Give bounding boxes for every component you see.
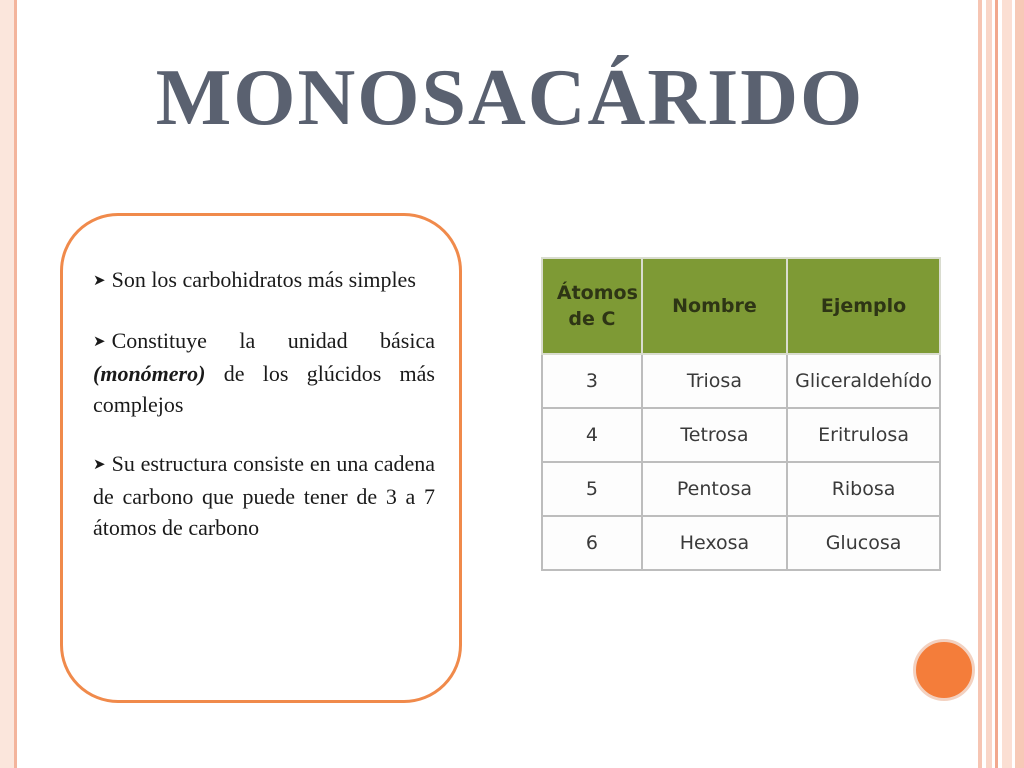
left-decorative-stripe bbox=[0, 0, 17, 768]
arrow-right-icon: ➤ bbox=[93, 273, 106, 289]
right-decorative-stripes bbox=[978, 0, 1024, 768]
bullet-emphasis: (monómero) bbox=[93, 361, 206, 386]
table-cell: Pentosa bbox=[642, 462, 787, 516]
table-row bbox=[542, 408, 940, 462]
stripe bbox=[1015, 0, 1024, 768]
table-cell: Hexosa bbox=[642, 516, 787, 570]
table-cell: 4 bbox=[542, 408, 642, 462]
slide-title: MONOSACÁRIDO bbox=[155, 54, 865, 142]
orange-circle-decoration bbox=[913, 639, 975, 701]
table-row bbox=[542, 516, 940, 570]
bullet-item bbox=[93, 325, 435, 420]
monosaccharide-table bbox=[541, 257, 941, 571]
bullet-text: Constituye la unidad básica bbox=[111, 328, 435, 353]
bullet-box bbox=[60, 213, 462, 703]
bullet-text: Son los carbohidratos más simples bbox=[111, 267, 416, 292]
table-cell: Ribosa bbox=[787, 462, 940, 516]
bullet-list bbox=[93, 264, 435, 571]
monosaccharide-table-wrap bbox=[541, 257, 941, 571]
stripe bbox=[995, 0, 998, 768]
bullet-item bbox=[93, 448, 435, 543]
arrow-right-icon: ➤ bbox=[93, 457, 106, 473]
table-row bbox=[542, 462, 940, 516]
header-label: Átomos de C bbox=[556, 282, 638, 330]
table-row bbox=[542, 354, 940, 408]
table-cell: 5 bbox=[542, 462, 642, 516]
table-header-row bbox=[542, 258, 940, 354]
table-cell: Tetrosa bbox=[642, 408, 787, 462]
header-atomos bbox=[542, 258, 642, 354]
stripe bbox=[978, 0, 982, 768]
table-cell: Eritrulosa bbox=[787, 408, 940, 462]
stripe bbox=[986, 0, 992, 768]
table-cell: Glucosa bbox=[787, 516, 940, 570]
table-cell: 3 bbox=[542, 354, 642, 408]
bullet-text: de los glúcidos más complejos bbox=[93, 361, 435, 417]
header-ejemplo: Ejemplo bbox=[787, 258, 940, 354]
bullet-item bbox=[93, 264, 435, 297]
bullet-text: Su estructura consiste en una cadena de carbono que puede tener de 3 a 7 átomos de carbono bbox=[93, 451, 435, 540]
table-cell: 6 bbox=[542, 516, 642, 570]
table-cell: Gliceraldehído bbox=[787, 354, 940, 408]
table-cell: Triosa bbox=[642, 354, 787, 408]
arrow-right-icon: ➤ bbox=[93, 334, 106, 350]
stripe bbox=[1002, 0, 1012, 768]
header-nombre: Nombre bbox=[642, 258, 787, 354]
